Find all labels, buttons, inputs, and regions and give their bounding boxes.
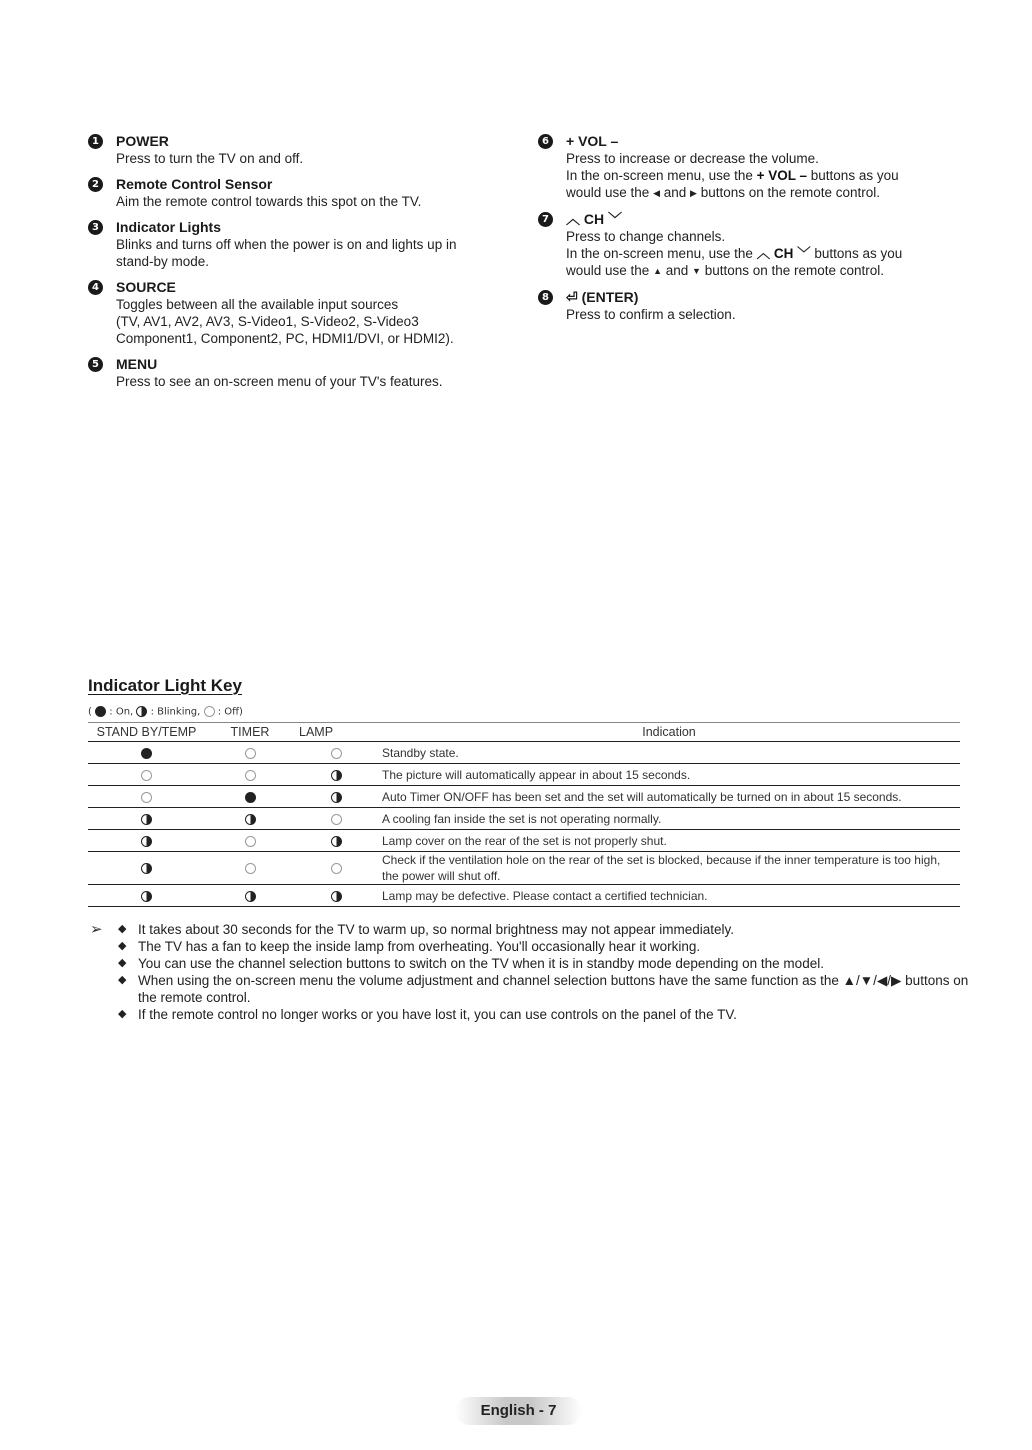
indication-cell: Standby state. xyxy=(378,742,960,764)
table-row xyxy=(88,742,960,764)
note-text: You can use the channel selection buttons to switch on the TV when it is in standby mode depending on the model. xyxy=(138,956,824,971)
standby-temp-cell xyxy=(88,764,205,786)
chevron-down-icon: ﹀ xyxy=(797,246,811,261)
number-badge: 6 xyxy=(538,134,553,149)
led-off-icon xyxy=(141,770,152,781)
control-desc: Press to change channels. xyxy=(566,229,726,244)
led-blinking-icon xyxy=(331,770,342,781)
note-text: If the remote control no longer works or you have lost it, you can use controls on the panel of the TV. xyxy=(138,1007,737,1022)
indication-cell: The picture will automatically appear in about 15 seconds. xyxy=(378,764,960,786)
led-blinking-icon xyxy=(331,891,342,902)
diamond-bullet-icon: ◆ xyxy=(118,974,127,986)
led-blinking-icon xyxy=(331,836,342,847)
control-menu xyxy=(88,355,508,390)
led-blinking-icon xyxy=(141,814,152,825)
diamond-bullet-icon: ◆ xyxy=(118,940,127,952)
list-item xyxy=(118,921,970,938)
control-title: ︿ CH ﹀ xyxy=(566,211,623,227)
led-blinking-icon xyxy=(141,891,152,902)
number-badge: 2 xyxy=(88,177,103,192)
number-badge: 4 xyxy=(88,280,103,295)
indicator-key-legend: ( : On, : Blinking, : Off) xyxy=(88,706,243,718)
controls-right-column xyxy=(538,132,958,331)
control-title: MENU xyxy=(116,356,158,372)
control-desc: Press to increase or decrease the volume. xyxy=(566,151,819,166)
control-desc: Component1, Component2, PC, HDMI1/DVI, or HDMI2). xyxy=(116,331,454,346)
led-blinking-icon xyxy=(245,814,256,825)
lamp-cell xyxy=(295,742,378,764)
list-item xyxy=(118,955,970,972)
number-badge: 3 xyxy=(88,220,103,235)
control-desc: stand-by mode. xyxy=(116,254,210,269)
lamp-cell xyxy=(295,885,378,907)
up-arrow-icon: ▲ xyxy=(653,266,662,276)
timer-cell xyxy=(205,786,295,808)
control-desc: Aim the remote control towards this spot on the TV. xyxy=(116,194,422,209)
led-off-icon xyxy=(331,748,342,759)
control-desc: Press to see an on-screen menu of your TV's features. xyxy=(116,374,443,389)
led-on-icon xyxy=(95,706,106,717)
note-text: It takes about 30 seconds for the TV to warm up, so normal brightness may not appear immediately. xyxy=(138,922,735,937)
control-title: POWER xyxy=(116,133,169,149)
control-indicator-lights xyxy=(88,218,508,270)
list-item xyxy=(118,972,970,1006)
led-blinking-icon xyxy=(245,891,256,902)
indication-cell: Check if the ventilation hole on the rear of the set is blocked, because if the inner temperature is too high, the power will shut off. xyxy=(378,852,960,885)
control-title: ⏎ (ENTER) xyxy=(566,289,639,305)
led-blinking-icon xyxy=(331,792,342,803)
timer-cell xyxy=(205,852,295,885)
table-header-row xyxy=(88,723,960,742)
controls-left-column xyxy=(88,132,508,398)
right-arrow-icon: ▶ xyxy=(690,188,697,198)
control-desc: In the on-screen menu, use the ︿ CH ﹀ buttons as you xyxy=(566,246,903,261)
led-off-icon xyxy=(245,748,256,759)
control-desc: Press to turn the TV on and off. xyxy=(116,151,304,166)
led-off-icon xyxy=(204,706,215,717)
control-title: SOURCE xyxy=(116,279,176,295)
control-title: + VOL – xyxy=(566,133,619,149)
led-off-icon xyxy=(331,814,342,825)
diamond-bullet-icon: ◆ xyxy=(118,1008,127,1020)
lamp-cell xyxy=(295,786,378,808)
led-on-icon xyxy=(141,748,152,759)
led-blinking-icon xyxy=(141,836,152,847)
control-power xyxy=(88,132,508,167)
led-blinking-icon xyxy=(136,706,147,717)
standby-temp-cell xyxy=(88,808,205,830)
header-timer: TIMER xyxy=(205,723,295,742)
down-arrow-icon: ▼ xyxy=(692,266,701,276)
indication-cell: Lamp cover on the rear of the set is not properly shut. xyxy=(378,830,960,852)
lamp-cell xyxy=(295,830,378,852)
control-volume xyxy=(538,132,958,202)
control-source xyxy=(88,278,508,347)
indication-cell: Lamp may be defective. Please contact a certified technician. xyxy=(378,885,960,907)
led-off-icon xyxy=(245,863,256,874)
control-title: Indicator Lights xyxy=(116,219,221,235)
table-row xyxy=(88,830,960,852)
lamp-cell xyxy=(295,852,378,885)
timer-cell xyxy=(205,764,295,786)
standby-temp-cell xyxy=(88,742,205,764)
lamp-cell xyxy=(295,808,378,830)
diamond-bullet-icon: ◆ xyxy=(118,923,127,935)
standby-temp-cell xyxy=(88,885,205,907)
chevron-up-icon: ︿ xyxy=(566,211,580,227)
control-enter xyxy=(538,288,958,323)
led-off-icon xyxy=(245,770,256,781)
number-badge: 7 xyxy=(538,212,553,227)
list-item xyxy=(118,938,970,955)
standby-temp-cell xyxy=(88,852,205,885)
page-number-label: English - 7 xyxy=(455,1397,582,1425)
control-desc: (TV, AV1, AV2, AV3, S-Video1, S-Video2, S-Video3 xyxy=(116,314,419,329)
lamp-cell xyxy=(295,764,378,786)
list-item xyxy=(118,1006,970,1023)
indicator-key-title: Indicator Light Key xyxy=(88,676,242,695)
led-off-icon xyxy=(331,863,342,874)
control-desc: Press to confirm a selection. xyxy=(566,307,736,322)
standby-temp-cell xyxy=(88,830,205,852)
indication-cell: Auto Timer ON/OFF has been set and the set will automatically be turned on in about 15 seconds. xyxy=(378,786,960,808)
indicator-light-table xyxy=(88,722,960,907)
control-desc: would use the ◀ and ▶ buttons on the remote control. xyxy=(566,185,881,200)
header-indication: Indication xyxy=(378,723,960,742)
led-off-icon xyxy=(141,792,152,803)
note-arrow-icon: ➢ xyxy=(90,921,103,938)
table-row xyxy=(88,764,960,786)
control-desc: Toggles between all the available input sources xyxy=(116,297,399,312)
led-blinking-icon xyxy=(141,863,152,874)
enter-icon: ⏎ xyxy=(566,289,578,305)
indication-cell: A cooling fan inside the set is not operating normally. xyxy=(378,808,960,830)
control-desc: would use the ▲ and ▼ buttons on the remote control. xyxy=(566,263,885,278)
control-channel xyxy=(538,210,958,280)
control-desc: In the on-screen menu, use the + VOL – buttons as you xyxy=(566,168,899,183)
table-row xyxy=(88,786,960,808)
chevron-down-icon: ﹀ xyxy=(608,211,623,227)
control-remote-sensor xyxy=(88,175,508,210)
led-on-icon xyxy=(245,792,256,803)
note-text: The TV has a fan to keep the inside lamp from overheating. You'll occasionally hear it working. xyxy=(138,939,701,954)
timer-cell xyxy=(205,830,295,852)
timer-cell xyxy=(205,808,295,830)
timer-cell xyxy=(205,885,295,907)
led-off-icon xyxy=(245,836,256,847)
standby-temp-cell xyxy=(88,786,205,808)
diamond-bullet-icon: ◆ xyxy=(118,957,127,969)
chevron-up-icon: ︿ xyxy=(756,246,771,261)
table-row xyxy=(88,808,960,830)
header-lamp: LAMP xyxy=(295,723,378,742)
number-badge: 5 xyxy=(88,357,103,372)
table-row xyxy=(88,852,960,885)
table-row xyxy=(88,885,960,907)
notes-list xyxy=(90,921,970,1023)
control-desc: Blinks and turns off when the power is on and lights up in xyxy=(116,237,457,252)
number-badge: 1 xyxy=(88,134,103,149)
header-standby-temp: STAND BY/TEMP xyxy=(88,723,205,742)
left-arrow-icon: ◀ xyxy=(653,188,660,198)
control-title: Remote Control Sensor xyxy=(116,176,273,192)
number-badge: 8 xyxy=(538,290,553,305)
timer-cell xyxy=(205,742,295,764)
notes-section xyxy=(90,921,970,1023)
note-text: When using the on-screen menu the volume adjustment and channel selection buttons have the same function as the ▲/▼/◀/▶ buttons on the remote control. xyxy=(138,973,969,1005)
